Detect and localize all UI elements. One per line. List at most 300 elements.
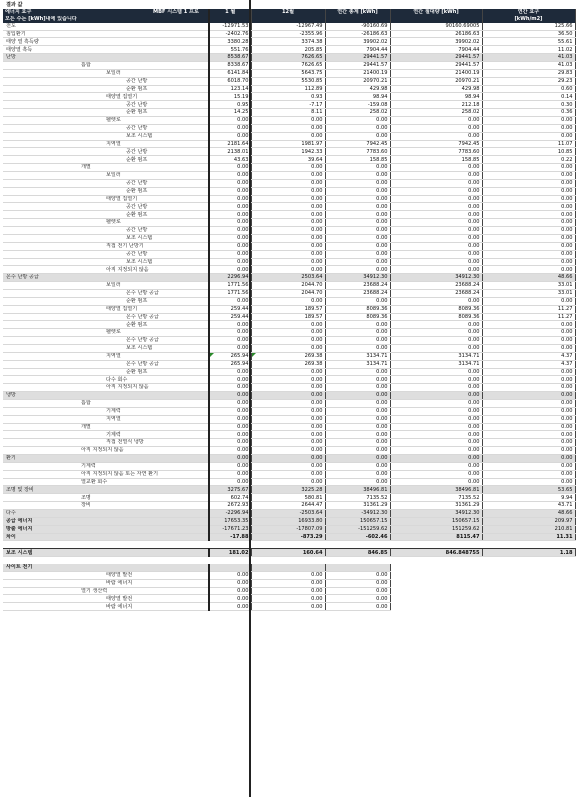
dec-value[interactable]: 0.00 — [251, 470, 325, 478]
dec-value[interactable]: 0.00 — [251, 384, 325, 392]
row-label[interactable]: 아직 지정되지 않음 — [3, 447, 209, 455]
annual-absolute-value[interactable]: 34912.30 — [390, 274, 482, 282]
jan-value[interactable]: 0.00 — [209, 219, 251, 227]
annual-absolute-value[interactable]: 0.00 — [390, 297, 482, 305]
site-row-value[interactable]: 0.00 — [209, 587, 251, 595]
row-label[interactable]: 공급 에너지 — [3, 517, 209, 525]
annual-demand-value[interactable]: 0.00 — [482, 447, 575, 455]
jan-value[interactable]: 43.63 — [209, 156, 251, 164]
annual-absolute-value[interactable]: 0.00 — [390, 124, 482, 132]
annual-demand-value[interactable]: 210.81 — [482, 525, 575, 533]
dec-value[interactable]: 0.00 — [251, 344, 325, 352]
site-row-value[interactable]: 0.00 — [251, 571, 325, 579]
annual-demand-value[interactable]: 36.50 — [482, 30, 575, 38]
dec-value[interactable]: 189.57 — [251, 313, 325, 321]
row-label[interactable]: 아직 지정되지 않음 — [3, 266, 209, 274]
annual-demand-value[interactable]: 0.00 — [482, 242, 575, 250]
row-label[interactable]: 순환 펌프 — [3, 109, 209, 117]
header-empty-cell[interactable] — [390, 16, 482, 23]
dec-value[interactable]: 0.00 — [251, 447, 325, 455]
annual-demand-value[interactable]: 125.66 — [482, 23, 575, 30]
annual-total-value[interactable]: 0.00 — [325, 439, 390, 447]
row-label[interactable]: 순환 펌프 — [3, 297, 209, 305]
annual-absolute-value[interactable]: 0.00 — [390, 321, 482, 329]
row-label[interactable]: 순환 펌프 — [3, 211, 209, 219]
header-dec[interactable]: 12월 — [251, 9, 325, 16]
dec-value[interactable]: 205.85 — [251, 46, 325, 54]
dec-value[interactable]: 0.00 — [251, 164, 325, 172]
dec-value[interactable]: 0.00 — [251, 195, 325, 203]
annual-total-value[interactable]: 0.00 — [325, 447, 390, 455]
row-label[interactable]: 순환 펌프 — [3, 156, 209, 164]
annual-demand-value[interactable]: 0.00 — [482, 132, 575, 140]
annual-total-value[interactable]: 8089.36 — [325, 313, 390, 321]
header-demand-unit[interactable]: [kWh/m2] — [482, 16, 575, 23]
jan-value[interactable]: 3380.28 — [209, 38, 251, 46]
annual-demand-value[interactable]: 0.00 — [482, 384, 575, 392]
annual-demand-value[interactable]: 0.00 — [482, 321, 575, 329]
annual-absolute-value[interactable]: 0.00 — [390, 266, 482, 274]
row-label[interactable]: 보조 시스템 — [3, 132, 209, 140]
annual-absolute-value[interactable]: 846.848755 — [390, 549, 482, 557]
annual-absolute-value[interactable]: 8089.36 — [390, 313, 482, 321]
jan-value[interactable]: -2402.76 — [209, 30, 251, 38]
annual-total-value[interactable]: 0.00 — [325, 368, 390, 376]
annual-absolute-value[interactable]: 0.00 — [390, 179, 482, 187]
annual-demand-value[interactable]: 0.00 — [482, 376, 575, 384]
jan-value[interactable]: 0.00 — [209, 187, 251, 195]
site-row-value[interactable]: 0.00 — [325, 603, 390, 611]
dec-value[interactable]: 1942.33 — [251, 148, 325, 156]
annual-absolute-value[interactable]: 0.00 — [390, 250, 482, 258]
annual-absolute-value[interactable]: 151259.62 — [390, 525, 482, 533]
jan-value[interactable]: 0.00 — [209, 454, 251, 462]
row-label[interactable]: 공간 난방 — [3, 203, 209, 211]
annual-demand-value[interactable]: 0.00 — [482, 203, 575, 211]
jan-value[interactable]: 0.00 — [209, 297, 251, 305]
header-annual-demand[interactable]: 연간 요구 — [482, 9, 575, 16]
jan-value[interactable]: 0.00 — [209, 376, 251, 384]
dec-value[interactable]: 0.00 — [251, 266, 325, 274]
annual-absolute-value[interactable]: 23688.24 — [390, 282, 482, 290]
annual-absolute-value[interactable]: 7135.52 — [390, 494, 482, 502]
annual-demand-value[interactable]: 11.27 — [482, 305, 575, 313]
annual-absolute-value[interactable]: 258.02 — [390, 109, 482, 117]
annual-absolute-value[interactable]: 0.00 — [390, 392, 482, 400]
annual-demand-value[interactable]: 0.00 — [482, 344, 575, 352]
header-empty-cell[interactable] — [251, 16, 325, 23]
header-system[interactable]: MBF 시스템 1 프로 — [151, 9, 209, 16]
annual-total-value[interactable]: 158.85 — [325, 156, 390, 164]
jan-value[interactable]: 0.00 — [209, 250, 251, 258]
annual-absolute-value[interactable]: 429.98 — [390, 85, 482, 93]
site-row-value[interactable]: 0.00 — [325, 579, 390, 587]
row-label[interactable]: 전도 — [3, 23, 209, 30]
annual-absolute-value[interactable]: 0.00 — [390, 462, 482, 470]
jan-value[interactable]: 0.00 — [209, 423, 251, 431]
annual-total-value[interactable]: -151259.62 — [325, 525, 390, 533]
annual-total-value[interactable]: 0.00 — [325, 321, 390, 329]
row-label[interactable]: 난방 — [3, 54, 209, 62]
annual-demand-value[interactable]: 0.00 — [482, 179, 575, 187]
annual-demand-value[interactable]: 11.02 — [482, 46, 575, 54]
jan-value[interactable]: 0.00 — [209, 329, 251, 337]
site-value[interactable] — [325, 564, 390, 571]
header-empty-cell[interactable] — [209, 16, 251, 23]
annual-total-value[interactable]: 34912.30 — [325, 274, 390, 282]
jan-value[interactable]: 0.00 — [209, 179, 251, 187]
jan-value[interactable]: 0.00 — [209, 415, 251, 423]
annual-total-value[interactable]: 0.00 — [325, 258, 390, 266]
jan-value[interactable]: 259.44 — [209, 305, 251, 313]
row-label[interactable]: 온수 난방 공급 — [3, 289, 209, 297]
annual-total-value[interactable]: 7942.45 — [325, 140, 390, 148]
row-label[interactable]: 조명 — [3, 494, 209, 502]
row-label[interactable]: 보조 시스템 — [3, 234, 209, 242]
header-empty-cell[interactable] — [325, 16, 390, 23]
annual-total-value[interactable]: 150657.15 — [325, 517, 390, 525]
dec-value[interactable]: 0.00 — [251, 219, 325, 227]
annual-total-value[interactable]: 0.00 — [325, 187, 390, 195]
dec-value[interactable]: 2044.70 — [251, 289, 325, 297]
row-label[interactable]: 보일러 — [3, 282, 209, 290]
jan-value[interactable]: 0.00 — [209, 242, 251, 250]
row-label[interactable]: 다수 — [3, 510, 209, 518]
annual-absolute-value[interactable]: 21400.19 — [390, 69, 482, 77]
row-label[interactable]: 기계력 — [3, 407, 209, 415]
annual-total-value[interactable]: 7783.60 — [325, 148, 390, 156]
annual-demand-value[interactable]: 0.00 — [482, 462, 575, 470]
dec-value[interactable]: -2355.96 — [251, 30, 325, 38]
site-row-label[interactable]: 태양열 발전 — [3, 595, 209, 603]
annual-absolute-value[interactable]: 0.00 — [390, 415, 482, 423]
annual-demand-value[interactable]: 11.07 — [482, 140, 575, 148]
annual-absolute-value[interactable]: 0.00 — [390, 187, 482, 195]
dec-value[interactable]: 2644.47 — [251, 502, 325, 510]
jan-value[interactable]: 2138.01 — [209, 148, 251, 156]
annual-demand-value[interactable]: 0.14 — [482, 93, 575, 101]
row-label[interactable]: 태양 열 흑득량 — [3, 38, 209, 46]
jan-value[interactable]: 551.76 — [209, 46, 251, 54]
jan-value[interactable]: 0.00 — [209, 124, 251, 132]
dec-value[interactable]: 3374.38 — [251, 38, 325, 46]
header-jan[interactable]: 1 월 — [209, 9, 251, 16]
row-label[interactable]: 순환 펌프 — [3, 368, 209, 376]
annual-demand-value[interactable]: 33.01 — [482, 282, 575, 290]
annual-absolute-value[interactable]: 0.00 — [390, 368, 482, 376]
annual-total-value[interactable]: 38496.81 — [325, 486, 390, 494]
dec-value[interactable]: 0.00 — [251, 234, 325, 242]
annual-absolute-value[interactable]: 7942.45 — [390, 140, 482, 148]
dec-value[interactable]: 0.00 — [251, 117, 325, 125]
annual-total-value[interactable]: 0.00 — [325, 117, 390, 125]
dec-value[interactable]: 0.00 — [251, 439, 325, 447]
jan-value[interactable]: 0.00 — [209, 470, 251, 478]
annual-total-value[interactable]: -159.08 — [325, 101, 390, 109]
annual-total-value[interactable]: 0.00 — [325, 195, 390, 203]
site-row-value[interactable]: 0.00 — [209, 579, 251, 587]
annual-demand-value[interactable]: 41.03 — [482, 54, 575, 62]
row-label[interactable]: 기계력 — [3, 431, 209, 439]
annual-total-value[interactable]: 0.00 — [325, 344, 390, 352]
annual-total-value[interactable]: 29441.57 — [325, 54, 390, 62]
header-energy-demand[interactable]: 에너지 요구 — [3, 9, 151, 16]
annual-demand-value[interactable]: 0.60 — [482, 85, 575, 93]
annual-demand-value[interactable]: 0.00 — [482, 172, 575, 180]
dec-value[interactable]: 0.00 — [251, 329, 325, 337]
header-units-note[interactable]: 모든 수는 [kWh]내에 있습니다 — [3, 16, 209, 23]
annual-demand-value[interactable]: 4.37 — [482, 360, 575, 368]
annual-total-value[interactable]: 3134.71 — [325, 360, 390, 368]
jan-value[interactable]: 0.00 — [209, 132, 251, 140]
row-label[interactable]: 보일러 — [3, 69, 209, 77]
site-row-value[interactable]: 0.00 — [251, 579, 325, 587]
annual-absolute-value[interactable]: 0.00 — [390, 423, 482, 431]
dec-value[interactable]: 0.00 — [251, 399, 325, 407]
dec-value[interactable]: 580.81 — [251, 494, 325, 502]
annual-demand-value[interactable]: 209.97 — [482, 517, 575, 525]
annual-absolute-value[interactable]: 0.00 — [390, 132, 482, 140]
dec-value[interactable]: 5530.85 — [251, 77, 325, 85]
dec-value[interactable]: -17807.09 — [251, 525, 325, 533]
annual-demand-value[interactable]: 0.00 — [482, 439, 575, 447]
annual-total-value[interactable]: 0.00 — [325, 219, 390, 227]
annual-demand-value[interactable]: 48.66 — [482, 274, 575, 282]
jan-value[interactable]: 0.00 — [209, 344, 251, 352]
annual-demand-value[interactable]: 0.00 — [482, 399, 575, 407]
annual-demand-value[interactable]: 0.00 — [482, 117, 575, 125]
jan-value[interactable]: 0.95 — [209, 101, 251, 109]
annual-total-value[interactable]: 0.00 — [325, 337, 390, 345]
jan-value[interactable]: 123.14 — [209, 85, 251, 93]
annual-total-value[interactable]: 31361.29 — [325, 502, 390, 510]
annual-demand-value[interactable]: 0.00 — [482, 454, 575, 462]
row-label[interactable]: 흡합 — [3, 399, 209, 407]
annual-total-value[interactable]: 0.00 — [325, 376, 390, 384]
annual-total-value[interactable]: 0.00 — [325, 211, 390, 219]
annual-demand-value[interactable]: 0.00 — [482, 392, 575, 400]
row-label[interactable]: 지역열 — [3, 140, 209, 148]
annual-absolute-value[interactable]: 0.00 — [390, 117, 482, 125]
jan-value[interactable]: 181.02 — [209, 549, 251, 557]
jan-value[interactable]: 602.74 — [209, 494, 251, 502]
annual-demand-value[interactable]: 0.00 — [482, 124, 575, 132]
site-row-value[interactable]: 0.00 — [209, 571, 251, 579]
annual-absolute-value[interactable]: 0.00 — [390, 329, 482, 337]
annual-total-value[interactable]: 7135.52 — [325, 494, 390, 502]
dec-value[interactable]: 0.00 — [251, 462, 325, 470]
annual-demand-value[interactable]: 43.71 — [482, 502, 575, 510]
jan-value[interactable]: 8338.67 — [209, 62, 251, 70]
row-label[interactable]: 환기 — [3, 454, 209, 462]
annual-demand-value[interactable]: 10.85 — [482, 148, 575, 156]
row-label[interactable]: 펠렛로 — [3, 329, 209, 337]
annual-total-value[interactable]: -34912.30 — [325, 510, 390, 518]
annual-absolute-value[interactable]: 0.00 — [390, 454, 482, 462]
jan-value[interactable]: 6141.84 — [209, 69, 251, 77]
annual-total-value[interactable]: 0.00 — [325, 392, 390, 400]
annual-total-value[interactable]: 0.00 — [325, 266, 390, 274]
site-value[interactable] — [251, 564, 325, 571]
annual-absolute-value[interactable]: 0.00 — [390, 195, 482, 203]
row-label[interactable]: 개별 — [3, 164, 209, 172]
dec-value[interactable]: 2044.70 — [251, 282, 325, 290]
annual-absolute-value[interactable]: 20970.21 — [390, 77, 482, 85]
annual-total-value[interactable]: 3134.71 — [325, 352, 390, 360]
row-label[interactable]: 보조 시스템 — [3, 258, 209, 266]
row-label[interactable]: 태양열 집열기 — [3, 305, 209, 313]
annual-absolute-value[interactable]: 34912.30 — [390, 510, 482, 518]
dec-value[interactable]: 7626.65 — [251, 62, 325, 70]
row-label[interactable]: 개별 — [3, 423, 209, 431]
dec-value[interactable]: 0.00 — [251, 431, 325, 439]
annual-total-value[interactable]: -90160.69 — [325, 23, 390, 30]
annual-total-value[interactable]: 0.00 — [325, 329, 390, 337]
annual-absolute-value[interactable]: 3134.71 — [390, 360, 482, 368]
dec-value[interactable]: 0.00 — [251, 376, 325, 384]
row-label[interactable]: 온수 난방 공급 — [3, 360, 209, 368]
row-label[interactable]: 공간 난방 — [3, 227, 209, 235]
annual-absolute-value[interactable]: 0.00 — [390, 407, 482, 415]
jan-value[interactable]: 0.00 — [209, 462, 251, 470]
dec-value[interactable]: 16933.80 — [251, 517, 325, 525]
row-label[interactable]: 공간 난방 — [3, 179, 209, 187]
jan-value[interactable]: 0.00 — [209, 211, 251, 219]
annual-absolute-value[interactable]: 0.00 — [390, 439, 482, 447]
annual-absolute-value[interactable]: 3134.71 — [390, 352, 482, 360]
jan-value[interactable]: 0.00 — [209, 478, 251, 486]
annual-demand-value[interactable]: 0.00 — [482, 258, 575, 266]
jan-value[interactable]: 2181.64 — [209, 140, 251, 148]
jan-value[interactable]: 14.25 — [209, 109, 251, 117]
annual-demand-value[interactable]: 11.31 — [482, 533, 575, 541]
jan-value[interactable]: 0.00 — [209, 321, 251, 329]
jan-value[interactable]: 1771.56 — [209, 289, 251, 297]
annual-total-value[interactable]: 0.00 — [325, 234, 390, 242]
dec-value[interactable]: 0.00 — [251, 454, 325, 462]
jan-value[interactable]: -17671.23 — [209, 525, 251, 533]
row-label[interactable]: 펠렛로 — [3, 219, 209, 227]
annual-demand-value[interactable]: 0.00 — [482, 164, 575, 172]
annual-total-value[interactable]: 0.00 — [325, 470, 390, 478]
annual-absolute-value[interactable]: 0.00 — [390, 431, 482, 439]
dec-value[interactable]: 0.00 — [251, 321, 325, 329]
jan-value[interactable]: 0.00 — [209, 117, 251, 125]
annual-absolute-value[interactable]: 150657.15 — [390, 517, 482, 525]
dec-value[interactable]: 112.89 — [251, 85, 325, 93]
jan-value[interactable]: 0.00 — [209, 266, 251, 274]
annual-absolute-value[interactable]: 0.00 — [390, 447, 482, 455]
annual-total-value[interactable]: 0.00 — [325, 399, 390, 407]
row-label[interactable]: 조명 및 장비 — [3, 486, 209, 494]
annual-absolute-value[interactable]: 0.00 — [390, 203, 482, 211]
jan-value[interactable]: 0.00 — [209, 368, 251, 376]
dec-value[interactable]: 0.00 — [251, 242, 325, 250]
row-label[interactable]: 온수 난방 공급 — [3, 313, 209, 321]
dec-value[interactable]: 0.00 — [251, 227, 325, 235]
annual-total-value[interactable]: 0.00 — [325, 124, 390, 132]
annual-total-value[interactable]: 0.00 — [325, 227, 390, 235]
annual-demand-value[interactable]: 0.00 — [482, 329, 575, 337]
row-label[interactable]: 직접 전열식 냉방 — [3, 439, 209, 447]
row-label[interactable]: 직접 전기 난방기 — [3, 242, 209, 250]
site-row-label[interactable]: 열기 생산력 — [3, 587, 209, 595]
dec-value[interactable]: -2503.64 — [251, 510, 325, 518]
site-row-label[interactable]: 바람 에너지 — [3, 579, 209, 587]
row-label[interactable]: 태양열 집열기 — [3, 195, 209, 203]
jan-value[interactable]: 6018.70 — [209, 77, 251, 85]
annual-total-value[interactable]: 21400.19 — [325, 69, 390, 77]
site-row-value[interactable]: 0.00 — [209, 603, 251, 611]
annual-demand-value[interactable]: 33.01 — [482, 289, 575, 297]
annual-total-value[interactable]: 0.00 — [325, 297, 390, 305]
site-row-label[interactable]: 태양열 발전 — [3, 571, 209, 579]
annual-demand-value[interactable]: 0.00 — [482, 423, 575, 431]
annual-absolute-value[interactable]: 0.00 — [390, 227, 482, 235]
annual-total-value[interactable]: 29441.57 — [325, 62, 390, 70]
dec-value[interactable]: -873.29 — [251, 533, 325, 541]
site-row-value[interactable]: 0.00 — [251, 595, 325, 603]
annual-absolute-value[interactable]: 29441.57 — [390, 54, 482, 62]
aux-system-label[interactable]: 보조 시스템 — [3, 549, 209, 557]
dec-value[interactable]: 5643.75 — [251, 69, 325, 77]
annual-total-value[interactable]: 429.98 — [325, 85, 390, 93]
annual-absolute-value[interactable]: 0.00 — [390, 219, 482, 227]
site-row-value[interactable]: 0.00 — [325, 571, 390, 579]
dec-value[interactable]: 189.57 — [251, 305, 325, 313]
annual-absolute-value[interactable]: 31361.29 — [390, 502, 482, 510]
dec-value[interactable]: 0.00 — [251, 337, 325, 345]
annual-absolute-value[interactable]: 0.00 — [390, 164, 482, 172]
row-label[interactable]: 지역열 — [3, 415, 209, 423]
annual-demand-value[interactable]: 0.00 — [482, 407, 575, 415]
jan-value[interactable]: 0.00 — [209, 337, 251, 345]
annual-demand-value[interactable]: 0.00 — [482, 478, 575, 486]
row-label[interactable]: 아직 지정되지 않음 또는 자연 환기 — [3, 470, 209, 478]
row-label[interactable]: 기계력 — [3, 462, 209, 470]
annual-total-value[interactable]: 20970.21 — [325, 77, 390, 85]
row-label[interactable]: 온수 난방 공급 — [3, 274, 209, 282]
annual-demand-value[interactable]: 1.18 — [482, 549, 575, 557]
jan-value[interactable]: 0.00 — [209, 203, 251, 211]
dec-value[interactable]: 0.00 — [251, 187, 325, 195]
site-row-value[interactable]: 0.00 — [251, 603, 325, 611]
annual-total-value[interactable]: 23688.24 — [325, 289, 390, 297]
row-label[interactable]: 방출 에너지 — [3, 525, 209, 533]
jan-value[interactable]: 0.00 — [209, 384, 251, 392]
row-label[interactable]: 공간 난방 — [3, 101, 209, 109]
annual-demand-value[interactable]: 0.00 — [482, 211, 575, 219]
jan-value[interactable]: 0.00 — [209, 431, 251, 439]
row-label[interactable]: 냉방 — [3, 392, 209, 400]
site-value[interactable] — [209, 564, 251, 571]
annual-total-value[interactable]: 258.02 — [325, 109, 390, 117]
annual-absolute-value[interactable]: 0.00 — [390, 337, 482, 345]
dec-value[interactable]: 269.38 — [251, 352, 325, 360]
annual-absolute-value[interactable]: 8115.47 — [390, 533, 482, 541]
annual-absolute-value[interactable]: 0.00 — [390, 344, 482, 352]
row-label[interactable]: 지역열 — [3, 352, 209, 360]
jan-value[interactable]: 15.19 — [209, 93, 251, 101]
jan-value[interactable]: -2296.94 — [209, 510, 251, 518]
annual-total-value[interactable]: 0.00 — [325, 179, 390, 187]
annual-demand-value[interactable]: 29.83 — [482, 69, 575, 77]
annual-demand-value[interactable]: 0.00 — [482, 431, 575, 439]
jan-value[interactable]: 0.00 — [209, 234, 251, 242]
header-annual-total[interactable]: 연간 총계 [kWh] — [325, 9, 390, 16]
row-label[interactable]: 공간 난방 — [3, 124, 209, 132]
row-label[interactable]: 순환 펌프 — [3, 187, 209, 195]
